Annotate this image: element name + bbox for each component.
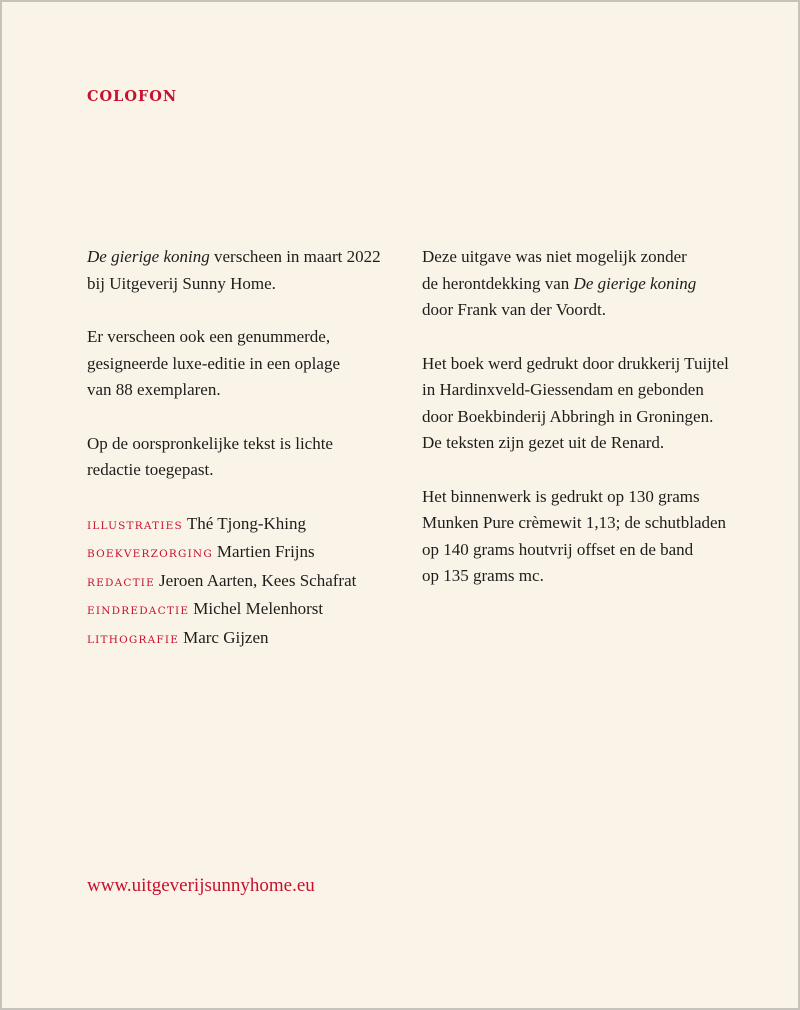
publication-line-2: bij Uitgeverij Sunny Home. <box>87 273 276 293</box>
right-column <box>422 244 762 617</box>
printing-line-3: door Boekbinderij Abbringh in Groningen. <box>422 406 714 426</box>
book-title: De gierige koning <box>573 273 697 293</box>
printing-line-2: in Hardinxveld-Giessendam en gebonden <box>422 380 704 399</box>
luxury-line-3: van 88 exemplaren. <box>87 380 221 399</box>
credit-name: Martien Frijns <box>216 542 315 561</box>
credit-editing <box>87 568 387 597</box>
printing-line-1: Het boek werd gedrukt door drukkerij Tuijtel <box>422 353 729 373</box>
editing-line-2: redactie toegepast. <box>87 460 214 479</box>
left-column <box>87 244 387 653</box>
editing-line-1: Op de oorspronkelijke tekst is lichte <box>87 433 333 453</box>
printing-line-4: De teksten zijn gezet uit de Renard. <box>422 433 665 452</box>
credit-role: BOEKVERZORGING <box>87 548 213 560</box>
credits-list <box>87 511 387 654</box>
credit-role: EINDREDACTIE <box>87 605 190 617</box>
credit-book-design <box>87 539 387 568</box>
publication-line-1-rest: verscheen in maart 2022 <box>209 247 381 266</box>
luxury-edition-paragraph <box>87 324 387 404</box>
acknowledgement-line-3: door Frank van der Voordt. <box>422 300 606 319</box>
website-link[interactable]: www.uitgeverijsunnyhome.eu <box>87 875 315 896</box>
publication-paragraph <box>87 244 387 297</box>
credit-lithography <box>87 625 387 654</box>
credit-name: Thé Tjong-Khing <box>186 513 307 533</box>
paper-line-3: op 140 grams houtvrij offset en de band <box>422 539 694 559</box>
paper-line-1: Het binnenwerk is gedrukt op 130 grams <box>422 486 700 506</box>
luxury-line-1: Er verscheen ook een genummerde, <box>87 327 331 346</box>
acknowledgement-line-1: Deze uitgave was niet mogelijk zonder <box>422 247 687 266</box>
paper-paragraph <box>422 484 762 590</box>
paper-line-4: op 135 grams mc. <box>422 566 544 585</box>
credit-role: LITHOGRAFIE <box>87 633 180 646</box>
credit-illustrations <box>87 511 387 540</box>
luxury-line-2: gesigneerde luxe-editie in een oplage <box>87 353 340 373</box>
book-title: De gierige koning <box>87 247 210 266</box>
credit-final-editing <box>87 596 387 625</box>
acknowledgement-line-2-pre: de herontdekking van <box>422 273 574 293</box>
paper-line-2: Munken Pure crèmewit 1,13; de schutbladen <box>422 513 727 532</box>
credit-name: Jeroen Aarten, Kees Schafrat <box>159 570 357 590</box>
acknowledgement-line-2 <box>422 271 762 298</box>
acknowledgement-paragraph <box>422 244 762 324</box>
credit-role: ILLUSTRATIES <box>87 519 183 532</box>
publication-line-1 <box>87 244 387 271</box>
credit-role: REDACTIE <box>87 576 156 589</box>
credit-name: Michel Melenhorst <box>193 599 324 618</box>
page-title: COLOFON <box>87 88 178 105</box>
credit-name: Marc Gijzen <box>183 627 269 647</box>
printing-paragraph <box>422 351 762 457</box>
editing-paragraph <box>87 431 387 484</box>
